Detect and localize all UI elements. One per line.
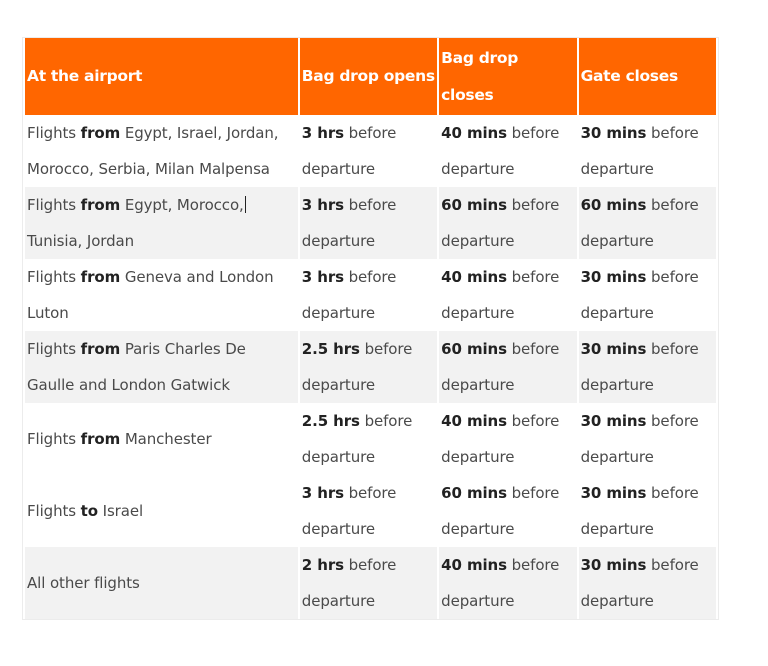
gate-closes-cell: 30 mins before departure xyxy=(579,547,716,619)
route-keyword: from xyxy=(80,124,121,142)
bag-drop-closes-cell: 60 mins before departure xyxy=(441,484,560,538)
bag-drop-closes-cell: 40 mins before departure xyxy=(441,268,560,322)
gate-closes-cell: 30 mins before departure xyxy=(580,124,699,178)
route-keyword: from xyxy=(80,340,121,358)
text-cursor xyxy=(245,196,246,213)
route-text-with-cursor: Egypt, Morocco, Tunisia, Jordan xyxy=(27,196,244,250)
header-bag-drop-closes: Bag drop closes xyxy=(439,38,576,115)
route-keyword: from xyxy=(80,430,121,448)
route-keyword: from xyxy=(80,196,121,214)
route-cell: Flights from Egypt, Israel, Jordan, Morocco, Serbia, Milan Malpensa xyxy=(27,124,279,178)
table-header xyxy=(25,38,716,115)
route-cell: Flights from Paris Charles De Gaulle and London Gatwick xyxy=(25,331,298,403)
gate-closes-cell: 30 mins before departure xyxy=(580,268,699,322)
header-row xyxy=(25,38,716,115)
bag-drop-opens-cell: 3 hrs before departure xyxy=(301,124,397,178)
gate-closes-cell: 30 mins before departure xyxy=(580,412,699,466)
times-table xyxy=(23,38,718,619)
route-cell: Flights from Geneva and London Luton xyxy=(27,268,274,322)
gate-closes-cell: 30 mins before departure xyxy=(579,331,716,403)
bag-drop-opens-cell: 2 hrs before departure xyxy=(300,547,437,619)
header-bag-drop-opens: Bag drop opens xyxy=(300,38,437,115)
table-row xyxy=(25,547,716,619)
table-body xyxy=(25,115,716,619)
bag-drop-opens-cell: 2.5 hrs before departure xyxy=(300,331,437,403)
header-at-the-airport: At the airport xyxy=(25,38,298,115)
bag-drop-closes-cell: 60 mins before departure xyxy=(439,187,576,259)
bag-drop-closes-cell: 60 mins before departure xyxy=(439,331,576,403)
gate-closes-cell: 60 mins before departure xyxy=(579,187,716,259)
table-row xyxy=(25,403,716,475)
header-gate-closes: Gate closes xyxy=(579,38,716,115)
table-row xyxy=(25,115,716,187)
bag-drop-closes-cell: 40 mins before departure xyxy=(441,124,560,178)
route-cell[interactable]: Flights from Egypt, Morocco, Tunisia, Jordan xyxy=(25,187,298,259)
table-row xyxy=(25,259,716,331)
table-row xyxy=(25,187,716,259)
bag-drop-closes-cell: 40 mins before departure xyxy=(441,412,560,466)
bag-drop-opens-cell: 3 hrs before departure xyxy=(301,484,397,538)
route-cell: Flights to Israel xyxy=(27,502,144,520)
bag-drop-opens-cell: 3 hrs before departure xyxy=(300,187,437,259)
bag-drop-opens-cell: 2.5 hrs before departure xyxy=(301,412,413,466)
route-cell: Flights from Manchester xyxy=(27,430,212,448)
gate-closes-cell: 30 mins before departure xyxy=(580,484,699,538)
route-keyword: from xyxy=(80,268,121,286)
table-row xyxy=(25,331,716,403)
route-cell: All other flights xyxy=(25,547,298,619)
bag-drop-closes-cell: 40 mins before departure xyxy=(439,547,576,619)
airport-times-table xyxy=(22,37,719,620)
bag-drop-opens-cell: 3 hrs before departure xyxy=(301,268,397,322)
route-keyword: to xyxy=(80,502,98,520)
table-row xyxy=(25,475,716,547)
